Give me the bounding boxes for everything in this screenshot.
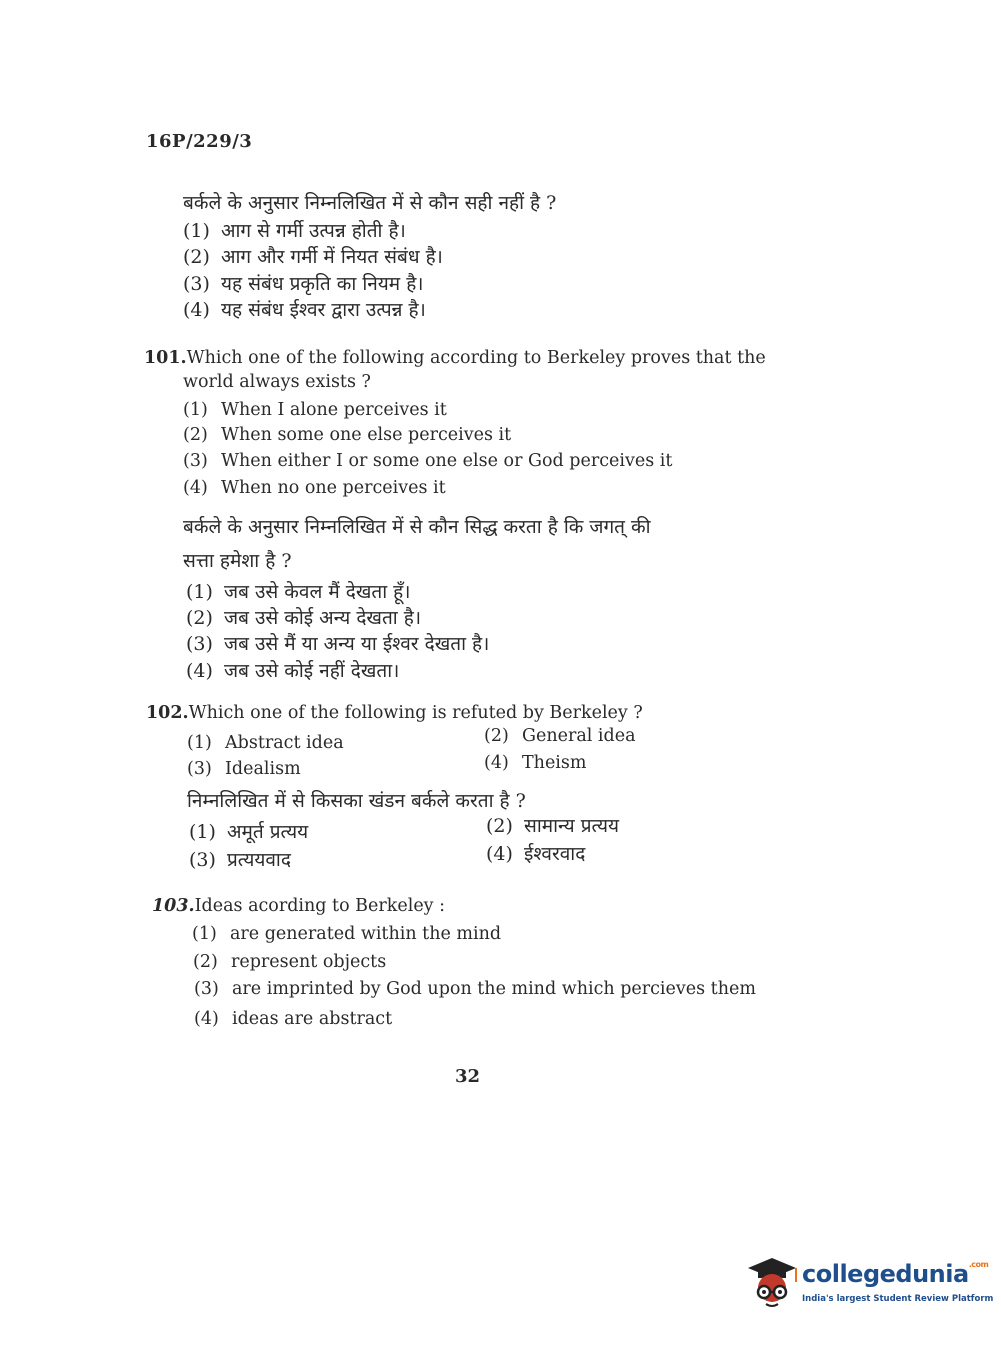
q101-option-4: (4) When no one perceives it — [183, 478, 446, 498]
q102-option-3: (3) Idealism — [187, 759, 301, 779]
q102-option-1: (1) Abstract idea — [187, 733, 344, 753]
q101-option-1: (1) When I alone perceives it — [183, 400, 447, 420]
q102-hindi-question: निम्नलिखित में से किसका खंडन बर्कले करता है ? — [187, 790, 526, 812]
collegedunia-logo[interactable] — [742, 1254, 994, 1314]
graduate-mascot-icon — [742, 1254, 800, 1312]
q102-number: 102. — [146, 703, 189, 723]
q101-question: 101.Which one of the following according to Berkeley proves that the — [144, 348, 766, 368]
q101-hindi-option-1: (1) जब उसे केवल मैं देखता हूँ। — [186, 581, 411, 603]
q102-option-2: (2) General idea — [484, 726, 636, 746]
q103-option-3: (3) are imprinted by God upon the mind which percieves them — [194, 979, 756, 999]
q102-option-4: (4) Theism — [484, 753, 587, 773]
q101-option-3: (3) When either I or some one else or God perceives it — [183, 451, 673, 471]
page-number: 32 — [455, 1066, 481, 1087]
q102-hindi-option-2: (2) सामान्य प्रत्यय — [486, 815, 620, 837]
q101-question-line2: world always exists ? — [183, 372, 371, 392]
q102-hindi-option-1: (1) अमूर्त प्रत्यय — [189, 821, 309, 843]
q103-option-4: (4) ideas are abstract — [194, 1009, 393, 1029]
q103-option-2: (2) represent objects — [193, 952, 387, 972]
q100-hindi-option-2: (2) आग और गर्मी में नियत संबंध है। — [183, 246, 443, 268]
q100-hindi-option-1: (1) आग से गर्मी उत्पन्न होती है। — [183, 220, 406, 242]
q103-option-1: (1) are generated within the mind — [192, 924, 502, 944]
q100-hindi-question: बर्कले के अनुसार निम्नलिखित में से कौन सही नहीं है ? — [183, 192, 557, 214]
q101-hindi-question-line2: सत्ता हमेशा है ? — [183, 550, 292, 572]
q100-hindi-option-3: (3) यह संबंध प्रकृति का नियम है। — [183, 273, 424, 295]
q102-hindi-option-4: (4) ईश्वरवाद — [486, 843, 586, 865]
q102-hindi-option-3: (3) प्रत्ययवाद — [189, 849, 291, 871]
paper-code: 16P/229/3 — [146, 131, 253, 152]
q102-question: 102.Which one of the following is refuted by Berkeley ? — [146, 703, 643, 723]
q101-hindi-question-line1: बर्कले के अनुसार निम्नलिखित में से कौन सिद्ध करता है कि जगत् की — [183, 516, 651, 538]
logo-brand: collegedunia$^{.com}$ — [802, 1260, 989, 1288]
q101-number: 101. — [144, 348, 187, 368]
q101-hindi-option-3: (3) जब उसे मैं या अन्य या ईश्वर देखता है। — [186, 633, 490, 655]
logo-tagline: India's largest Student Review Platform — [802, 1294, 994, 1304]
q103-question: 103.Ideas acording to Berkeley : — [152, 896, 446, 916]
q101-option-2: (2) When some one else perceives it — [183, 425, 512, 445]
q101-hindi-option-4: (4) जब उसे कोई नहीं देखता। — [186, 660, 400, 682]
q100-hindi-option-4: (4) यह संबंध ईश्वर द्वारा उत्पन्न है। — [183, 299, 426, 321]
q103-number: 103. — [152, 896, 195, 916]
q101-hindi-option-2: (2) जब उसे कोई अन्य देखता है। — [186, 607, 422, 629]
